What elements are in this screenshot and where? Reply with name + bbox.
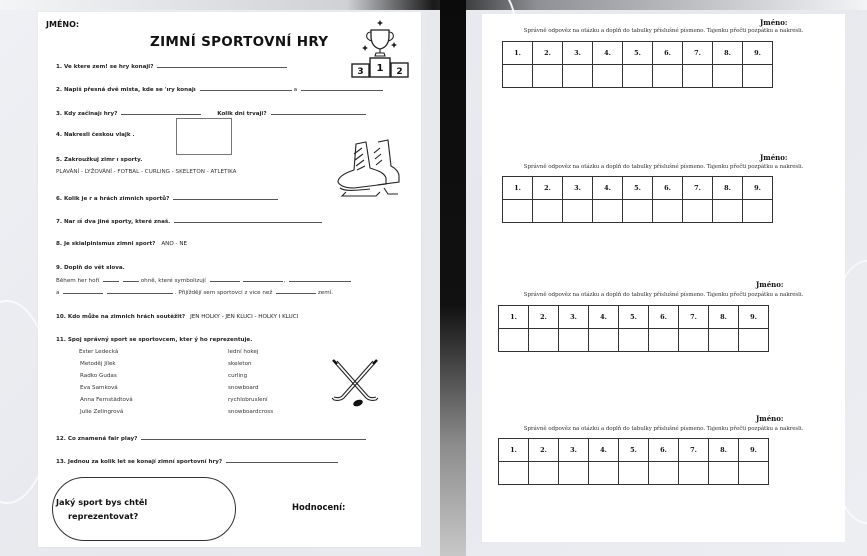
question-4: 4. Nakresli českou vlajk . (56, 132, 135, 138)
athlete[interactable]: Metoděj Jílek (80, 361, 116, 367)
blank[interactable] (210, 276, 240, 282)
sport[interactable]: skeleton (228, 361, 252, 367)
podium-1: 1 (376, 63, 384, 74)
name-label: Jméno: (756, 280, 784, 289)
grid-column-header: 6. (653, 42, 683, 65)
grid-answer-cell[interactable] (529, 462, 559, 485)
grid-answer-cell[interactable] (623, 200, 653, 223)
grid-column-header: 1. (503, 177, 533, 200)
grid-answer-cell[interactable] (529, 329, 559, 352)
question-12: 12. Co znamená fair play? (56, 434, 366, 442)
grid-answer-cell[interactable] (739, 329, 769, 352)
name-label: Jméno: (760, 18, 788, 27)
grid-answer-cell[interactable] (499, 462, 529, 485)
worksheet-left (38, 12, 421, 547)
grid-column-header: 3. (563, 177, 593, 200)
grid-column-header: 9. (739, 306, 769, 329)
grid-column-header: 2. (529, 439, 559, 462)
favorite-sport-prompt-line2: reprezentovat? (68, 511, 139, 521)
answer-line-3b[interactable] (271, 109, 366, 115)
grid-column-header: 4. (589, 439, 619, 462)
athlete[interactable]: Ester Ledecká (79, 349, 119, 355)
answer-grid (502, 41, 773, 88)
athlete[interactable]: Radko Gudas (80, 373, 117, 379)
grid-column-header: 5. (623, 42, 653, 65)
sport[interactable]: curling (228, 373, 248, 379)
question-13: 13. Jednou za kolik let se konají zimní sportovní hry? (56, 457, 338, 465)
answer-grid (498, 438, 769, 485)
ice-skates-icon (328, 138, 400, 204)
question-9: 9. Doplň do vět slova. (56, 265, 125, 271)
grid-column-header: 7. (679, 439, 709, 462)
grid-answer-cell[interactable] (683, 200, 713, 223)
grid-answer-cell[interactable] (679, 462, 709, 485)
grid-answer-cell[interactable] (503, 65, 533, 88)
blank[interactable] (243, 276, 283, 282)
question-1: 1. Ve ktere zem! se hry konaji? (56, 62, 287, 70)
grid-answer-cell[interactable] (653, 65, 683, 88)
answer-line-3a[interactable] (121, 109, 201, 115)
grid-answer-cell[interactable] (559, 329, 589, 352)
athlete[interactable]: Eva Samková (80, 385, 118, 391)
grid-column-header: 4. (593, 42, 623, 65)
grid-answer-cell[interactable] (559, 462, 589, 485)
podium-3: 3 (357, 67, 364, 77)
grid-answer-cell[interactable] (743, 65, 773, 88)
grid-column-header: 2. (529, 306, 559, 329)
rating-label: Hodnocení: (292, 502, 346, 512)
grid-answer-cell[interactable] (683, 65, 713, 88)
blank[interactable] (103, 276, 119, 282)
question-5-options[interactable]: PLAVÁNÍ - LYŽOVÁNÍ - FOTBAL - CURLING - SKELETON - ATLETIKA (56, 169, 237, 175)
podium-2: 2 (396, 67, 403, 77)
grid-column-header: 8. (713, 42, 743, 65)
grid-answer-cell[interactable] (593, 200, 623, 223)
grid-answer-cell[interactable] (593, 65, 623, 88)
sport[interactable]: rychlobruslení (228, 397, 268, 403)
athlete[interactable]: Anna Fernstädtová (80, 397, 133, 403)
question-11: 11. Spoj správný sport se sportovcem, kter ý ho reprezentuje. (56, 337, 253, 343)
background-divider-light (425, 10, 440, 556)
grid-column-header: 7. (683, 177, 713, 200)
grid-answer-cell[interactable] (563, 65, 593, 88)
blank[interactable] (123, 276, 139, 282)
answer-line-6[interactable] (173, 194, 278, 200)
grid-column-header: 3. (559, 439, 589, 462)
grid-column-header: 5. (623, 177, 653, 200)
answer-line-2a[interactable] (200, 85, 292, 91)
grid-answer-cell[interactable] (499, 329, 529, 352)
grid-column-header: 6. (649, 439, 679, 462)
athlete[interactable]: Julie Zelingrová (80, 409, 124, 415)
instruction: Správně odpověz na otázku a doplň do tabulky příslušné písmeno. Tajenku přečti pozpátku a nakresli. (523, 28, 804, 34)
name-label: JMÉNO: (46, 20, 80, 29)
grid-column-header: 1. (503, 42, 533, 65)
sport[interactable]: lední hokej (228, 349, 259, 355)
grid-answer-cell[interactable] (649, 329, 679, 352)
answer-line-2b[interactable] (301, 85, 383, 91)
grid-answer-cell[interactable] (589, 462, 619, 485)
grid-answer-cell[interactable] (619, 462, 649, 485)
grid-column-header: 1. (499, 439, 529, 462)
favorite-sport-bubble[interactable] (52, 477, 236, 541)
blank[interactable] (289, 276, 351, 282)
instruction: Správně odpověz na otázku a doplň do tabulky příslušné písmeno. Tajenku přečti pozpátku a nakresli. (523, 164, 804, 170)
grid-column-header: 4. (589, 306, 619, 329)
grid-answer-cell[interactable] (503, 200, 533, 223)
grid-column-header: 4. (593, 177, 623, 200)
grid-answer-cell[interactable] (709, 462, 739, 485)
flag-drawing-box[interactable] (176, 118, 232, 155)
grid-answer-cell[interactable] (713, 65, 743, 88)
grid-column-header: 9. (739, 439, 769, 462)
background-divider-dark (440, 0, 466, 556)
question-10-options[interactable]: JEN HOLKY - JEN KLUCI - HOLKY I KLUCI (190, 314, 299, 320)
grid-answer-cell[interactable] (679, 329, 709, 352)
grid-answer-cell[interactable] (709, 329, 739, 352)
sport[interactable]: snowboard (228, 385, 259, 391)
question-8-options[interactable]: ANO - NE (161, 241, 188, 247)
grid-answer-cell[interactable] (713, 200, 743, 223)
question-5: 5. Zakroužkuj zimr ı sporty. (56, 157, 143, 163)
grid-column-header: 8. (709, 306, 739, 329)
grid-column-header: 9. (743, 177, 773, 200)
sport[interactable]: snowboardcross (228, 409, 274, 415)
grid-answer-cell[interactable] (563, 200, 593, 223)
grid-column-header: 8. (713, 177, 743, 200)
question-6: 6. Kolik je r a hrách zimnich sportů? (56, 194, 278, 202)
answer-line-12[interactable] (141, 434, 366, 440)
grid-column-header: 7. (683, 42, 713, 65)
favorite-sport-prompt-line1: Jaký sport bys chtěl (56, 497, 148, 507)
grid-column-header: 5. (619, 439, 649, 462)
question-3: 3. Kdy začinajı hry? Kolik dni trvaji? (56, 109, 366, 117)
hockey-sticks-icon (328, 358, 384, 408)
instruction: Správně odpověz na otázku a doplň do tabulky příslušné písmeno. Tajenku přečti pozpátku a nakresli. (523, 426, 804, 432)
question-2: 2. Napiš přesná dvě mista, kde se 'ıry konajı a (56, 85, 383, 93)
worksheet-right (482, 14, 845, 542)
grid-answer-cell[interactable] (533, 65, 563, 88)
grid-answer-cell[interactable] (533, 200, 563, 223)
grid-column-header: 2. (533, 177, 563, 200)
answer-line-13[interactable] (226, 457, 338, 463)
question-9-sentence-2: a . Přijíždějí sem sportovci z vice než zemí. (56, 290, 334, 296)
answer-line-1[interactable] (157, 62, 287, 68)
grid-column-header: 3. (559, 306, 589, 329)
grid-answer-cell[interactable] (623, 65, 653, 88)
grid-answer-cell[interactable] (649, 462, 679, 485)
name-label: Jméno: (756, 414, 784, 423)
grid-answer-cell[interactable] (743, 200, 773, 223)
answer-grid (502, 176, 773, 223)
grid-column-header: 7. (679, 306, 709, 329)
question-7: 7. Nar ıś dva jiné sporty, které znaš. (56, 217, 322, 225)
grid-column-header: 6. (649, 306, 679, 329)
question-10: 10. Kdo může na zimnich hrách soutěžit? JEN HOLKY - JEN KLUCI - HOLKY I KLUCI (56, 314, 299, 320)
grid-column-header: 1. (499, 306, 529, 329)
blank[interactable] (63, 288, 103, 294)
grid-column-header: 6. (653, 177, 683, 200)
blank[interactable] (107, 288, 173, 294)
grid-answer-cell[interactable] (589, 329, 619, 352)
name-label: Jméno: (760, 153, 788, 162)
grid-column-header: 2. (533, 42, 563, 65)
background-top-bar (0, 0, 867, 10)
answer-line-7[interactable] (174, 217, 322, 223)
answer-grid (498, 305, 769, 352)
grid-answer-cell[interactable] (653, 200, 683, 223)
grid-answer-cell[interactable] (619, 329, 649, 352)
question-8: 8. Je skialpinismus zimni sport? ANO - NE (56, 241, 188, 247)
grid-column-header: 9. (743, 42, 773, 65)
question-9-sentence-1: Během her hoří ohně, které symbolizují , (56, 276, 351, 284)
grid-answer-cell[interactable] (739, 462, 769, 485)
worksheet-title: ZIMNÍ SPORTOVNÍ HRY (150, 34, 329, 50)
trophy-podium-icon (349, 18, 411, 78)
grid-column-header: 5. (619, 306, 649, 329)
grid-column-header: 3. (563, 42, 593, 65)
instruction: Správně odpověz na otázku a doplň do tabulky příslušné písmeno. Tajenku přečti pozpátku a nakresli. (523, 292, 804, 298)
blank[interactable] (276, 288, 316, 294)
grid-column-header: 8. (709, 439, 739, 462)
